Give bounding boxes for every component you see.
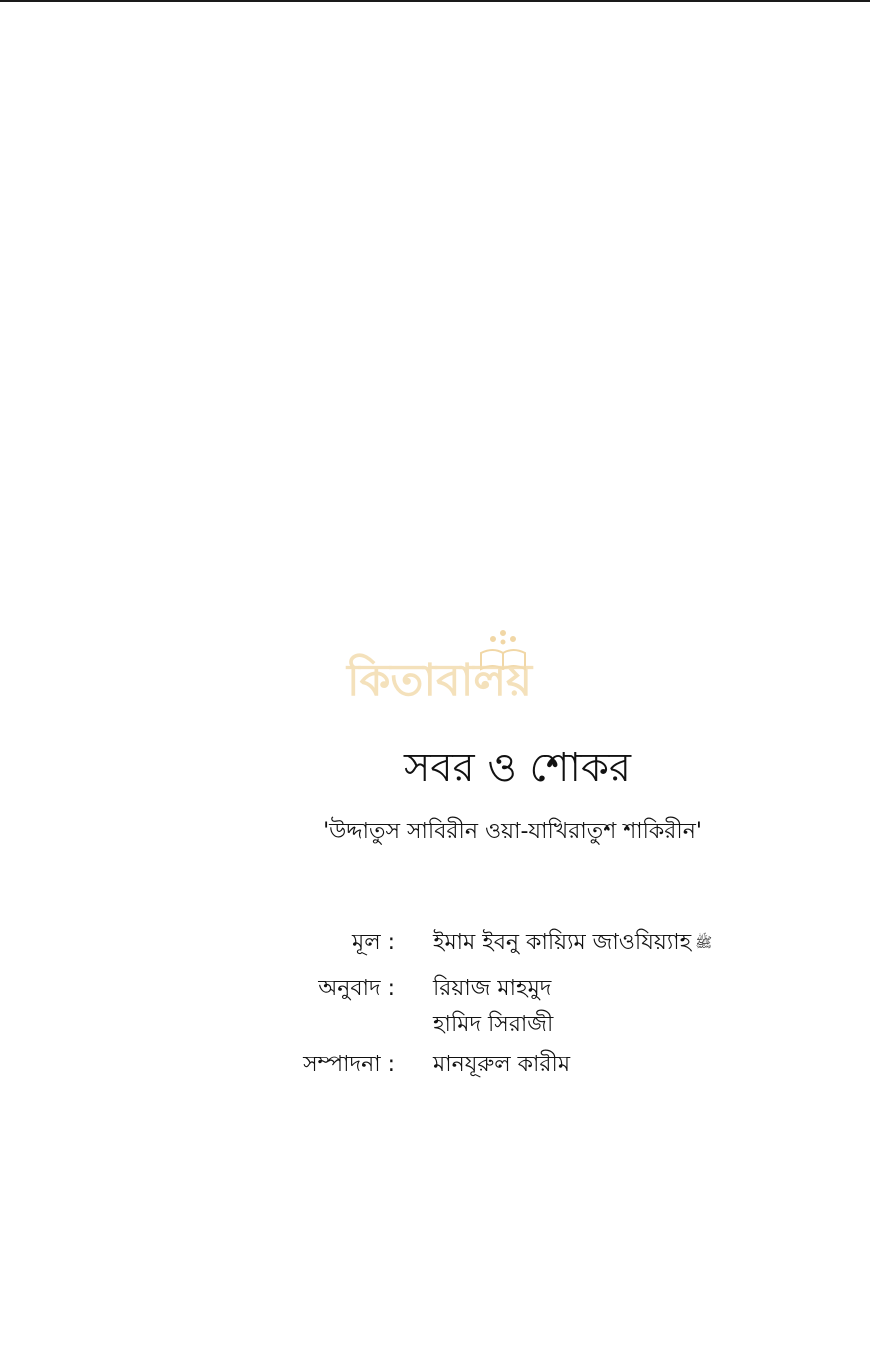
translator-name: হামিদ সিরাজী — [433, 1012, 554, 1037]
original-arabic-title: 'উদ্দাতুস সাবিরীন ওয়া-যাখিরাতুশ শাকিরীন' — [323, 819, 702, 844]
publisher-logo-watermark — [343, 625, 538, 720]
translation-label: অনুবাদ : — [318, 976, 395, 1001]
editing-label: সম্পাদনা : — [303, 1052, 395, 1077]
publisher-logo-text: কিতাবালয় — [347, 655, 533, 706]
author-label: মূল : — [351, 930, 395, 955]
author-name: ইমাম ইবনু কায়্যিম জাওযিয়্যাহ — [433, 930, 692, 955]
honorific-icon: ﷺ — [695, 935, 713, 951]
publisher-logo — [343, 625, 538, 720]
credits-block — [0, 925, 870, 1095]
author-name-line — [433, 925, 712, 961]
translator-name: রিয়াজ মাহমুদ — [433, 976, 552, 1001]
top-border-rule — [0, 0, 870, 2]
book-title: সবর ও শোকর — [403, 745, 632, 791]
editor-name: মানযূরুল কারীম — [433, 1052, 571, 1077]
